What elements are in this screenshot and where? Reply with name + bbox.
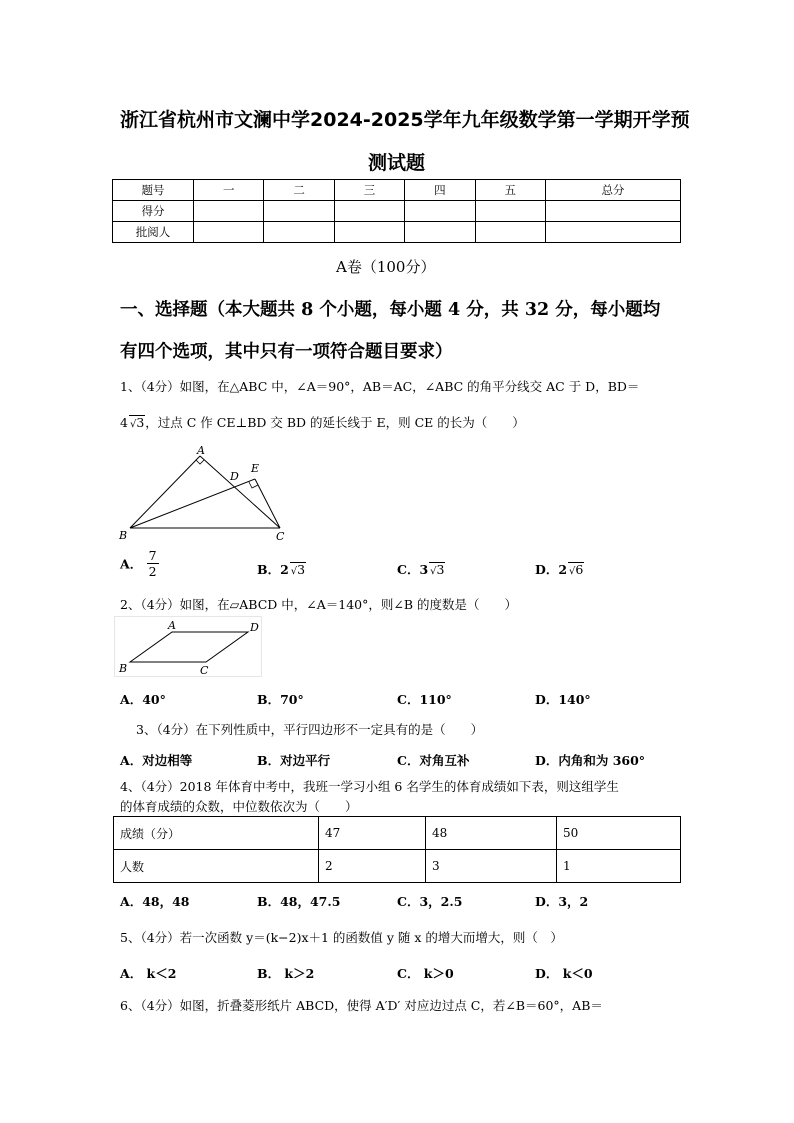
q1-text-line2 bbox=[120, 413, 525, 431]
q5-option-b[interactable]: B． k＞2 bbox=[257, 966, 315, 981]
q4-cell: 成绩（分） bbox=[114, 817, 319, 850]
header-cell: 三 bbox=[334, 180, 404, 201]
q1-rest: ，过点 C 作 CE⊥BD 交 BD 的延长线于 E，则 CE 的长为（ ） bbox=[145, 415, 525, 430]
q4-option-c[interactable]: C．3，2.5 bbox=[397, 894, 463, 909]
score-cell[interactable] bbox=[194, 201, 264, 222]
q3-option-a[interactable]: A．对边相等 bbox=[120, 753, 193, 768]
q5-option-d[interactable]: D． k＜0 bbox=[535, 966, 593, 981]
q3-option-b[interactable]: B．对边平行 bbox=[257, 753, 331, 768]
q4-cell: 2 bbox=[319, 850, 426, 883]
parallelogram-abcd bbox=[130, 632, 248, 662]
reviewer-cell[interactable] bbox=[475, 222, 545, 243]
header-cell: 一 bbox=[194, 180, 264, 201]
header-cell: 二 bbox=[264, 180, 334, 201]
score-cell[interactable] bbox=[475, 201, 545, 222]
q4-option-d[interactable]: D．3，2 bbox=[535, 894, 589, 909]
q5-option-a[interactable]: A． k＜2 bbox=[120, 966, 177, 981]
q1-option-a[interactable]: A． $\frac{7}{2}$ bbox=[120, 548, 157, 579]
q1-option-c[interactable]: C．3 √3 bbox=[397, 562, 445, 577]
label-d: D bbox=[250, 621, 259, 634]
q1-option-b[interactable]: B．2 √3 bbox=[257, 562, 306, 577]
q4-cell: 3 bbox=[426, 850, 557, 883]
label-a: A bbox=[197, 444, 205, 457]
header-cell: 四 bbox=[405, 180, 475, 201]
score-cell[interactable] bbox=[264, 201, 334, 222]
q4-table-row-count bbox=[114, 850, 681, 883]
label-c: C bbox=[276, 530, 285, 543]
reviewer-cell[interactable] bbox=[545, 222, 680, 243]
q2-option-d[interactable]: D．140° bbox=[535, 692, 591, 707]
reviewer-cell[interactable] bbox=[334, 222, 404, 243]
q4-table-row-score bbox=[114, 817, 681, 850]
q2-option-c[interactable]: C．110° bbox=[397, 692, 452, 707]
score-cell[interactable] bbox=[545, 201, 680, 222]
label-c: C bbox=[200, 664, 209, 677]
exam-title-line1: 浙江省杭州市文澜中学2024-2025学年九年级数学第一学期开学预 bbox=[120, 109, 690, 131]
score-table-header-row bbox=[113, 180, 681, 201]
q4-text-line2: 的体育成绩的众数，中位数依次为（ ） bbox=[120, 799, 358, 814]
q4-cell: 人数 bbox=[114, 850, 319, 883]
q3-option-c[interactable]: C．对角互补 bbox=[397, 753, 470, 768]
q1-coef: 4 bbox=[120, 415, 128, 430]
label-d: D bbox=[230, 470, 239, 483]
header-cell: 五 bbox=[475, 180, 545, 201]
q1-sqrt: √3 bbox=[129, 415, 145, 430]
reviewer-cell[interactable] bbox=[405, 222, 475, 243]
q2-parallelogram-figure bbox=[114, 616, 266, 678]
score-table-score-row bbox=[113, 201, 681, 222]
q6-text: 6、（4分）如图，折叠菱形纸片 ABCD，使得 A′D′ 对应边过点 C，若∠B＝60°，AB＝ bbox=[120, 998, 603, 1013]
q4-option-b[interactable]: B．48，47.5 bbox=[257, 894, 341, 909]
reviewer-cell[interactable] bbox=[264, 222, 334, 243]
q1-option-d[interactable]: D．2 √6 bbox=[535, 562, 584, 577]
right-angle-mark-a bbox=[196, 460, 204, 464]
q4-score-table bbox=[113, 816, 681, 883]
q5-text: 5、（4分）若一次函数 y＝(k−2)x＋1 的函数值 y 随 x 的增大而增大，则（ ） bbox=[120, 930, 563, 945]
part-a-heading: A卷（100分） bbox=[336, 258, 436, 276]
segment-ac bbox=[200, 456, 280, 528]
label-b: B bbox=[119, 662, 128, 675]
q5-option-c[interactable]: C． k＞0 bbox=[397, 966, 454, 981]
section1-heading-line1: 一、选择题（本大题共 8 个小题，每小题 4 分，共 32 分，每小题均 bbox=[120, 300, 661, 320]
score-cell[interactable] bbox=[405, 201, 475, 222]
q2-text: 2、（4分）如图，在▱ABCD 中，∠A＝140°，则∠B 的度数是（ ） bbox=[120, 597, 518, 612]
q1-triangle-figure bbox=[114, 442, 294, 546]
figure-frame bbox=[115, 617, 262, 677]
exam-title-line2: 测试题 bbox=[368, 152, 426, 174]
q3-text: 3、（4分）在下列性质中，平行四边形不一定具有的是（ ） bbox=[136, 722, 484, 737]
row-label: 得分 bbox=[113, 201, 194, 222]
score-table bbox=[112, 179, 681, 243]
segment-be bbox=[130, 479, 255, 528]
q4-cell: 50 bbox=[557, 817, 681, 850]
header-cell: 总分 bbox=[545, 180, 680, 201]
label-b: B bbox=[119, 529, 128, 542]
q4-option-a[interactable]: A．48，48 bbox=[120, 894, 190, 909]
segment-ba bbox=[130, 456, 200, 528]
label-e: E bbox=[251, 462, 260, 475]
score-cell[interactable] bbox=[334, 201, 404, 222]
segment-ec bbox=[255, 479, 280, 528]
label-a: A bbox=[168, 619, 176, 632]
section1-heading-line2: 有四个选项，其中只有一项符合题目要求） bbox=[120, 342, 453, 362]
q1-text-line1: 1、（4分）如图，在△ABC 中，∠A＝90°，AB＝AC，∠ABC 的角平分线交 AC 于 D，BD＝ bbox=[120, 379, 640, 394]
q2-option-a[interactable]: A．40° bbox=[120, 692, 166, 707]
q2-option-b[interactable]: B．70° bbox=[257, 692, 304, 707]
q4-cell: 48 bbox=[426, 817, 557, 850]
row-label: 批阅人 bbox=[113, 222, 194, 243]
reviewer-cell[interactable] bbox=[194, 222, 264, 243]
q4-cell: 47 bbox=[319, 817, 426, 850]
q4-cell: 1 bbox=[557, 850, 681, 883]
q4-text-line1: 4、（4分）2018 年体育中考中，我班一学习小组 6 名学生的体育成绩如下表，则这组学生 bbox=[120, 779, 619, 794]
q3-option-d[interactable]: D．内角和为 360° bbox=[535, 753, 646, 768]
header-cell: 题号 bbox=[113, 180, 194, 201]
score-table-reviewer-row bbox=[113, 222, 681, 243]
